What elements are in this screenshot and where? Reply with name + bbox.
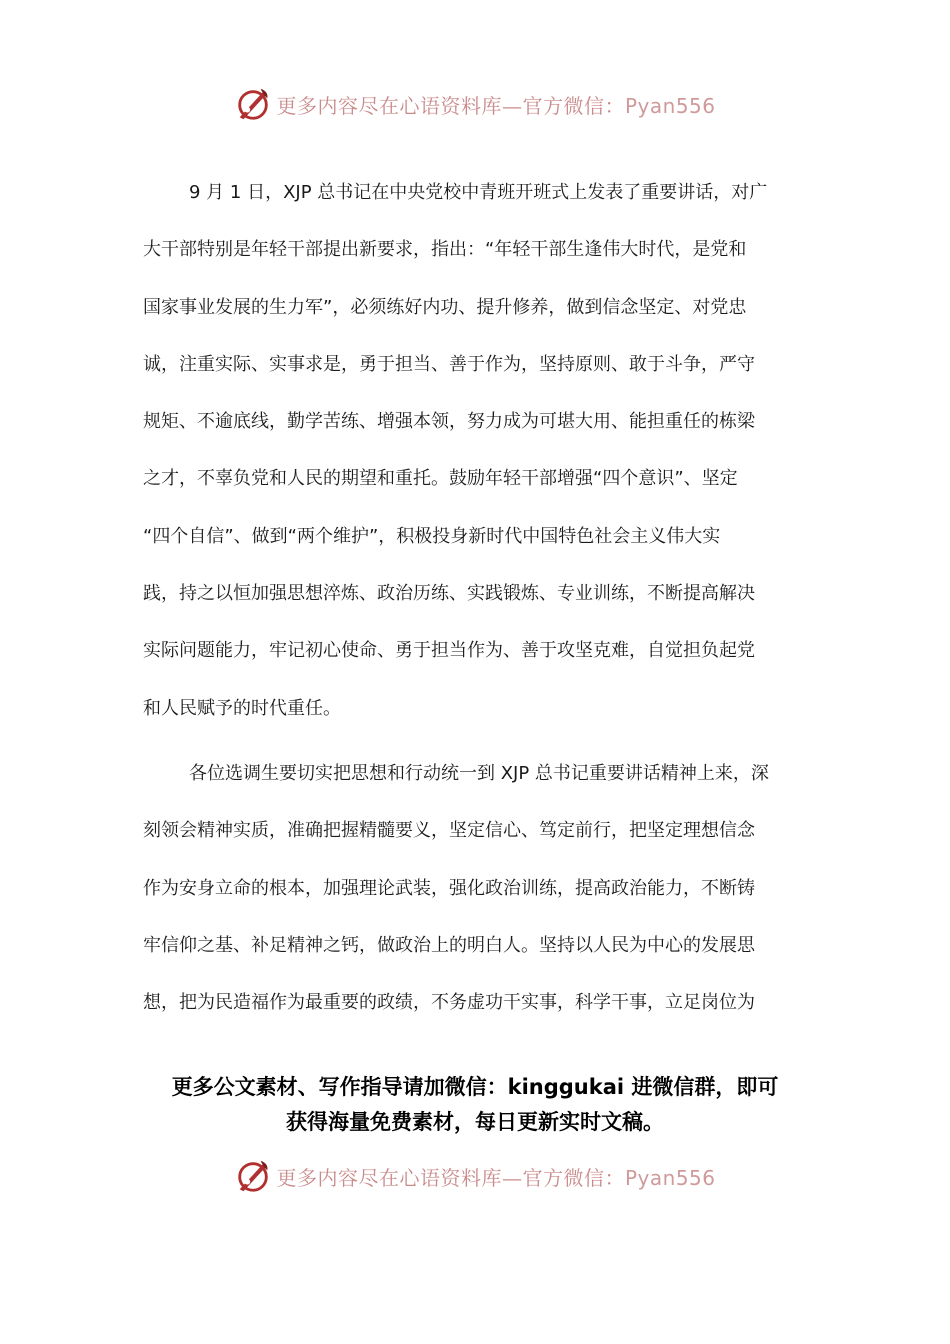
promo-line-1: 更多公文素材、写作指导请加微信：kinggukai 进微信群，即可	[171, 1075, 779, 1099]
watermark-wechat-id: Pyan556	[624, 93, 716, 118]
text-line: 作为安身立命的根本，加强理论武装，强化政治训练，提高政治能力，不断铸	[143, 877, 755, 899]
watermark-text: 更多内容尽在心语资料库—官方微信：Pyan556	[276, 93, 716, 118]
text-line: 刻领会精神实质，准确把握精髓要义，坚定信心、笃定前行，把坚定理想信念	[143, 820, 755, 842]
quill-pen-logo-icon	[234, 85, 272, 123]
text-line: 规矩、不逾底线，勤学苦练、增强本领，努力成为可堪大用、能担重任的栋梁	[143, 411, 755, 433]
text-line: 实际问题能力，牢记初心使命、勇于担当作为、善于攻坚克难，自觉担负起党	[143, 640, 755, 662]
promo-line-2: 获得海量免费素材，每日更新实时文稿。	[286, 1110, 664, 1134]
text-line: 牢信仰之基、补足精神之钙，做政治上的明白人。坚持以人民为中心的发展思	[143, 934, 755, 956]
text-line: 想，把为民造福作为最重要的政绩，不务虚功干实事，科学干事，立足岗位为	[143, 992, 755, 1014]
text-line: 之才，不辜负党和人民的期望和重托。鼓励年轻干部增强“四个意识”、坚定	[143, 468, 738, 490]
text-line: 和人民赋予的时代重任。	[143, 697, 341, 719]
watermark-wechat-id: Pyan556	[624, 1165, 716, 1190]
body-paragraph-1	[143, 164, 803, 737]
text-line: 践，持之以恒加强思想淬炼、政治历练、实践锻炼、专业训练，不断提高解决	[143, 583, 755, 605]
text-line: 国家事业发展的生力军”，必须练好内功、提升修养，做到信念坚定、对党忠	[143, 296, 747, 318]
header-watermark	[0, 82, 950, 126]
text-line: 大干部特别是年轻干部提出新要求，指出：“年轻干部生逢伟大时代，是党和	[143, 239, 747, 261]
text-line: 9 月 1 日，XJP 总书记在中央党校中青班开班式上发表了重要讲话，对广	[189, 182, 768, 203]
text-line: 各位选调生要切实把思想和行动统一到 XJP 总书记重要讲话精神上来，深	[189, 763, 769, 784]
body-paragraph-2	[143, 745, 803, 1031]
quill-pen-logo-icon	[234, 1157, 272, 1195]
text-line: 诚，注重实际、实事求是，勇于担当、善于作为，坚持原则、敢于斗争，严守	[143, 353, 755, 375]
watermark-text: 更多内容尽在心语资料库—官方微信：Pyan556	[276, 1165, 716, 1190]
text-line: “四个自信”、做到“两个维护”，积极投身新时代中国特色社会主义伟大实	[143, 525, 721, 547]
promo-notice	[0, 1070, 950, 1140]
footer-watermark	[0, 1154, 950, 1198]
